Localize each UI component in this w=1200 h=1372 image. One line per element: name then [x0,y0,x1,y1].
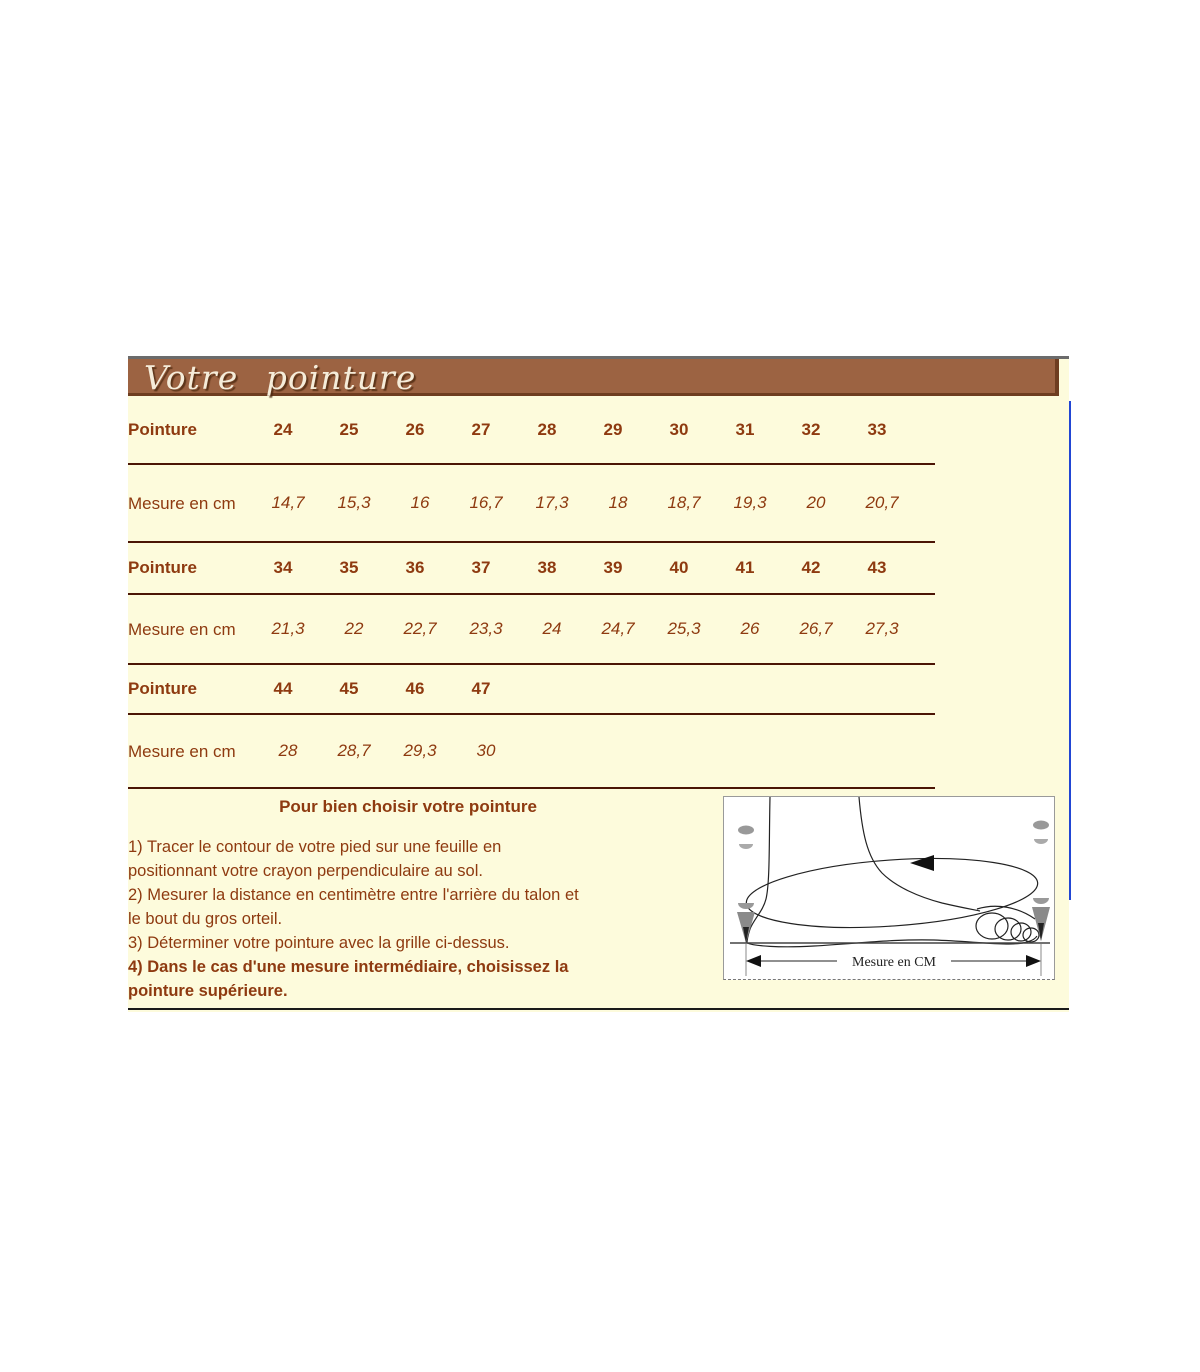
size-cell: 24 [273,419,293,439]
instructions-heading: Pour bien choisir votre pointure [279,797,537,816]
table-row [128,542,935,594]
size-cell: 25 [339,419,359,439]
measure-cell: 16 [410,493,430,512]
size-cell: 45 [339,679,359,698]
size-cell: 35 [339,558,359,577]
measure-arrow [746,944,1041,976]
instruction-line: 3) Déterminer votre pointure avec la grille ci-dessus. [128,934,510,952]
measure-cell: 14,7 [271,493,305,512]
measure-cell: 27,3 [865,619,899,638]
measure-cell [844,714,910,788]
measure-cell: 17,3 [535,493,569,512]
tracing-ellipse [744,850,1040,936]
measure-cell: 20 [806,493,826,512]
instruction-line: 1) Tracer le contour de votre pied sur une feuille en [128,838,502,856]
size-cell: 32 [801,419,821,439]
measure-cell: 29,3 [403,741,437,760]
size-cell: 37 [471,558,491,577]
bottom-divider [128,1008,1069,1010]
pencil-right-icon [1032,821,1050,942]
table-row [128,594,935,664]
filler-cell [910,464,935,542]
measure-cell [514,714,580,788]
measure-cell [712,714,778,788]
instructions-block [128,793,703,1003]
instruction-line: le bout du gros orteil. [128,910,283,928]
row-label: Pointure [128,679,197,698]
row-label: Pointure [128,419,197,439]
section-title: Votre pointure [144,358,417,397]
row-label: Mesure en cm [128,619,236,639]
size-cell: 43 [867,558,887,577]
filler-cell [910,664,935,714]
foot-measure-diagram [723,796,1055,980]
measure-cell: 20,7 [865,493,899,512]
measure-cell: 21,3 [271,619,305,638]
size-cell: 31 [735,419,755,439]
size-cell: 34 [273,558,293,577]
size-guide-panel [128,356,1069,1012]
measure-cell: 24 [542,619,562,638]
table-row [128,714,935,788]
measure-cell: 28,7 [337,741,371,760]
size-cell: 47 [471,679,491,698]
filler-cell [910,396,935,464]
measure-cell: 16,7 [469,493,503,512]
measure-cell: 25,3 [667,619,701,638]
instruction-line: positionnant votre crayon perpendiculaire au sol. [128,862,483,880]
table-row [128,664,935,714]
instruction-line: 2) Mesurer la distance en centimètre entre l'arrière du talon et [128,886,579,904]
size-cell [646,664,712,714]
instruction-step [128,883,703,931]
size-cell: 28 [537,419,557,439]
foot-diagram-svg [724,797,1054,979]
trace-arrow-icon [910,855,934,871]
row-label: Mesure en cm [128,741,236,761]
size-cell [514,664,580,714]
section-title-banner [128,359,1059,396]
measure-cell: 23,3 [469,619,503,638]
size-table [128,396,935,789]
size-cell: 46 [405,679,425,698]
size-cell [778,664,844,714]
filler-cell [910,594,935,664]
instruction-step [128,931,703,955]
measure-caption: Mesure en CM [852,955,936,970]
foot-outline [747,797,1039,947]
right-blue-border [1069,401,1071,900]
size-cell: 29 [603,419,623,439]
size-cell: 40 [669,558,689,577]
measure-cell: 26,7 [799,619,833,638]
table-row [128,464,935,542]
measure-cell [778,714,844,788]
measure-cell: 30 [476,741,496,760]
filler-cell [910,714,935,788]
size-cell: 41 [735,558,755,577]
measure-cell: 28 [278,741,298,760]
measure-cell: 22 [344,619,364,638]
size-cell [844,664,910,714]
size-cell: 42 [801,558,821,577]
size-cell: 26 [405,419,425,439]
instruction-line: 4) Dans le cas d'une mesure intermédiaire, choisissez la [128,958,569,976]
instruction-line: pointure supérieure. [128,982,288,1000]
size-cell: 30 [669,419,689,439]
measure-cell: 19,3 [733,493,767,512]
measure-cell [646,714,712,788]
size-cell: 39 [603,558,623,577]
measure-cell: 18,7 [667,493,701,512]
table-row [128,396,935,464]
size-cell: 27 [471,419,491,439]
size-cell [712,664,778,714]
size-cell [580,664,646,714]
measure-cell: 22,7 [403,619,437,638]
size-cell: 38 [537,558,557,577]
measure-cell: 24,7 [601,619,635,638]
measure-cell [580,714,646,788]
size-cell: 36 [405,558,425,577]
instruction-step [128,955,703,1003]
size-cell: 44 [273,679,293,698]
instruction-step [128,835,703,883]
measure-cell: 15,3 [337,493,371,512]
filler-cell [910,542,935,594]
row-label: Pointure [128,558,197,577]
measure-cell: 26 [740,619,760,638]
size-cell: 33 [867,419,887,439]
row-label: Mesure en cm [128,493,236,513]
measure-cell: 18 [608,493,628,512]
